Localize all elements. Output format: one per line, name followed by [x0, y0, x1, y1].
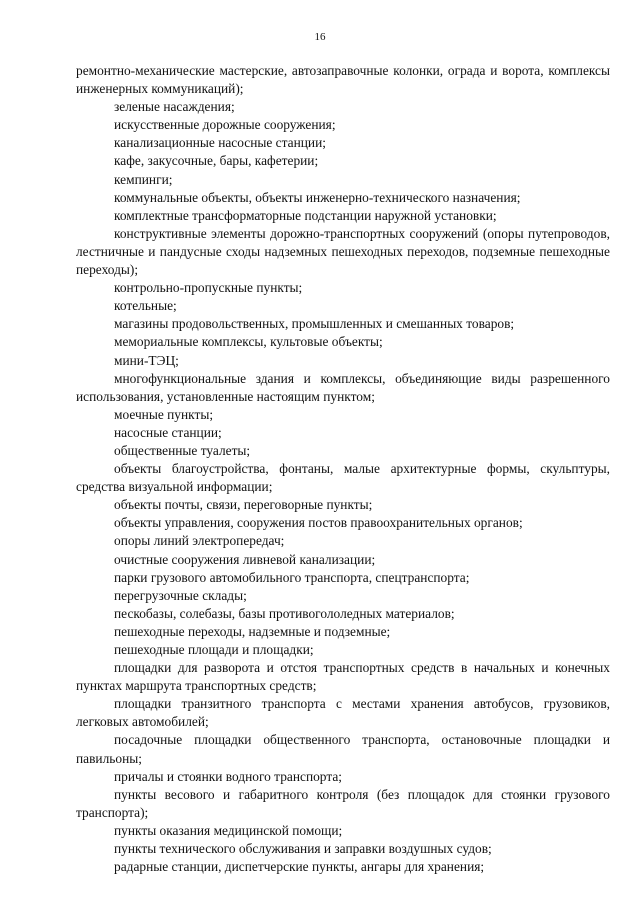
list-item-paragraph: пункты весового и габаритного контроля (без площадок для стоянки грузового транспорта); — [76, 786, 610, 820]
list-item-paragraph: коммунальные объекты, объекты инженерно-технического назначения; — [114, 189, 521, 205]
list-item-paragraph: котельные; — [114, 298, 177, 314]
list-item-paragraph: кафе, закусочные, бары, кафетерии; — [114, 153, 319, 169]
list-item-paragraph: канализационные насосные станции; — [114, 135, 326, 151]
list-item-paragraph: парки грузового автомобильного транспорта, спецтранспорта; — [114, 569, 470, 585]
list-item-paragraph: контрольно-пропускные пункты; — [114, 280, 303, 296]
list-item-paragraph: объекты благоустройства, фонтаны, малые архитектурные формы, скульптуры, средства визуальной информации; — [76, 461, 610, 495]
list-item-paragraph: пескобазы, солебазы, базы противогололедных материалов; — [114, 605, 455, 621]
page-number: 16 — [314, 31, 326, 43]
list-item-paragraph: опоры линий электропередач; — [114, 533, 285, 549]
list-item-paragraph: площадки для разворота и отстоя транспортных средств в начальных и конечных пунктах маршрута транспортных средств; — [76, 660, 610, 694]
list-item-paragraph: перегрузочные склады; — [114, 587, 247, 603]
list-item-paragraph: комплектные трансформаторные подстанции наружной установки; — [114, 207, 497, 223]
list-item-paragraph: зеленые насаждения; — [114, 99, 235, 115]
list-item-paragraph: посадочные площадки общественного транспорта, остановочные площадки и павильоны; — [76, 732, 610, 766]
list-item-paragraph: площадки транзитного транспорта с местами хранения автобусов, грузовиков, легковых автомобилей; — [76, 696, 610, 730]
list-item-paragraph: многофункциональные здания и комплексы, объединяющие виды разрешенного использования, установленные настоящим пунктом; — [76, 370, 610, 404]
list-item-paragraph: конструктивные элементы дорожно-транспортных сооружений (опоры путепроводов, лестничные и пандусные сходы надземных пешеходных переходов, подземные пешеходные переходы); — [76, 225, 610, 278]
list-item-paragraph: пешеходные площади и площадки; — [114, 642, 314, 657]
list-item-paragraph: кемпинги; — [114, 171, 173, 187]
list-item-paragraph: пешеходные переходы, надземные и подземные; — [114, 623, 391, 639]
list-item-paragraph: насосные станции; — [114, 424, 222, 440]
list-item-paragraph: искусственные дорожные сооружения; — [114, 117, 336, 133]
list-item-paragraph: объекты почты, связи, переговорные пункты; — [114, 497, 373, 513]
list-item-paragraph: общественные туалеты; — [114, 442, 251, 458]
continued-paragraph: ремонтно-механические мастерские, автозаправочные колонки, ограда и ворота, комплексы инженерных коммуникаций); — [76, 63, 610, 97]
list-item-paragraph: очистные сооружения ливневой канализации; — [114, 551, 376, 567]
list-item-paragraph: пункты технического обслуживания и заправки воздушных судов; — [114, 841, 492, 857]
list-item-paragraph: радарные станции, диспетчерские пункты, ангары для хранения; — [114, 859, 485, 875]
list-item-paragraph: мини-ТЭЦ; — [114, 352, 179, 368]
page-body — [76, 62, 610, 876]
list-item-paragraph: объекты управления, сооружения постов правоохранительных органов; — [114, 515, 523, 531]
list-item-paragraph: моечные пункты; — [114, 406, 214, 422]
list-item-paragraph: причалы и стоянки водного транспорта; — [114, 768, 343, 784]
list-item-paragraph: пункты оказания медицинской помощи; — [114, 822, 343, 838]
list-item-paragraph: магазины продовольственных, промышленных и смешанных товаров; — [114, 316, 515, 332]
list-item-paragraph: мемориальные комплексы, культовые объекты; — [114, 334, 383, 350]
